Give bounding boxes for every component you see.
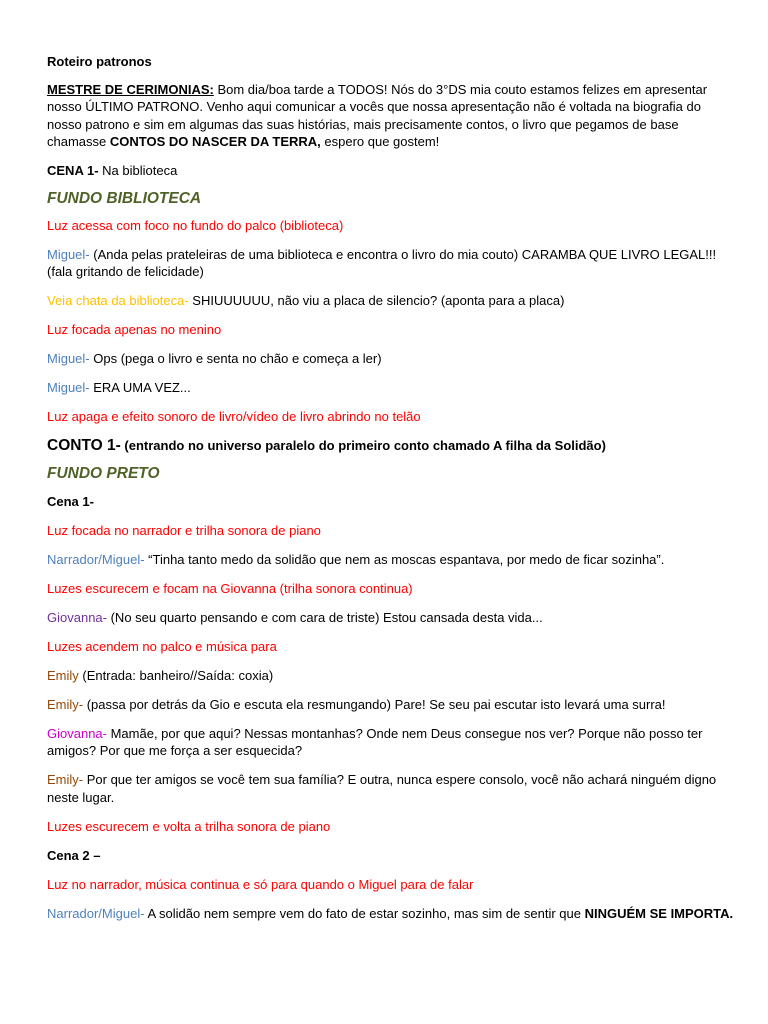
dialogue-text: Mamãe, por que aqui? Nessas montanhas? Onde nem Deus consegue nos ver? Porque não posso ter amigos? Por que me força a ser esquecida? bbox=[47, 725, 703, 758]
conto-subtitle: (entrando no universo paralelo do primeiro conto chamado A filha da Solidão) bbox=[120, 438, 606, 453]
dialogue-line bbox=[47, 350, 737, 368]
dialogue-text: (Entrada: banheiro//Saída: coxia) bbox=[78, 667, 274, 683]
dialogue-text: (Anda pelas prateleiras de uma biblioteca e encontra o livro do mia couto) CARAMBA QUE LIVRO LEGAL!!!(fala gritando de felicidade) bbox=[47, 246, 717, 279]
dialogue-line bbox=[47, 609, 737, 627]
document-title: Roteiro patronos bbox=[47, 54, 152, 69]
dialogue-line bbox=[47, 292, 737, 310]
speaker-giovanna: Giovanna- bbox=[47, 725, 107, 741]
speaker-miguel: Miguel- bbox=[47, 380, 90, 395]
dialogue-line bbox=[47, 905, 737, 923]
scene-1-label: CENA 1- bbox=[47, 163, 99, 178]
dialogue-line bbox=[47, 696, 737, 714]
intro-book-title: CONTOS DO NASCER DA TERRA, bbox=[109, 134, 321, 149]
speaker-miguel: Miguel- bbox=[47, 246, 90, 262]
dialogue-line bbox=[47, 379, 737, 397]
speaker-miguel: Miguel- bbox=[47, 351, 90, 366]
dialogue-line bbox=[47, 246, 737, 281]
stage-direction: Luzes acendem no palco e música para bbox=[47, 638, 277, 654]
speaker-narrador: Narrador/Miguel- bbox=[47, 551, 145, 567]
stage-direction: Luzes escurecem e volta a trilha sonora de piano bbox=[47, 818, 331, 834]
stage-direction: Luzes escurecem e focam na Giovanna (trilha sonora continua) bbox=[47, 580, 413, 596]
stage-direction: Luz acessa com foco no fundo do palco (biblioteca) bbox=[47, 217, 344, 233]
intro-text: Bom dia/boa tarde a TODOS! Nós do 3°DS mia couto estamos felizes em apresentar nosso ÚLTIMO PATRONO. Venho aqui comunicar a vocês que nossa apresentação não é voltada na biografia do nosso patrono e sim em algumas das suas histórias, mais precisamente contos, o livro que pegamos de base chamasse bbox=[47, 81, 708, 149]
intro-paragraph bbox=[47, 81, 737, 151]
dialogue-line bbox=[47, 725, 737, 760]
dialogue-text: (passa por detrás da Gio e escuta ela resmungando) Pare! Se seu pai escutar isto levará uma surra! bbox=[83, 696, 666, 712]
dialogue-text: A solidão nem sempre vem do fato de estar sozinho, mas sim de sentir que bbox=[144, 905, 585, 921]
speaker-emily: Emily- bbox=[47, 772, 84, 787]
stage-direction: Luz focada no narrador e trilha sonora de piano bbox=[47, 522, 321, 538]
dialogue-text: “Tinha tanto medo da solidão que nem as moscas espantava, por medo de ficar sozinha”. bbox=[144, 551, 665, 567]
scene-1-text: Na biblioteca bbox=[98, 163, 178, 178]
dialogue-text: ERA UMA VEZ... bbox=[89, 380, 191, 395]
intro-speaker: MESTRE DE CERIMONIAS: bbox=[47, 81, 214, 97]
dialogue-line bbox=[47, 667, 737, 685]
speaker-veia: Veia chata da biblioteca- bbox=[47, 293, 189, 308]
intro-text-end: espero que gostem! bbox=[320, 134, 440, 149]
cena-1-heading: Cena 1- bbox=[47, 493, 94, 509]
fundo-biblioteca: FUNDO BIBLIOTECA bbox=[47, 189, 202, 207]
speaker-emily: Emily- bbox=[47, 696, 84, 712]
stage-direction: Luz no narrador, música continua e só para quando o Miguel para de falar bbox=[47, 876, 474, 892]
dialogue-text: Ops (pega o livro e senta no chão e começa a ler) bbox=[89, 351, 382, 366]
dialogue-line bbox=[47, 771, 737, 806]
speaker-emily: Emily bbox=[47, 667, 79, 683]
fundo-preto: FUNDO PRETO bbox=[47, 464, 160, 482]
cena-2-heading: Cena 2 – bbox=[47, 847, 101, 863]
stage-direction: Luz apaga e efeito sonoro de livro/vídeo de livro abrindo no telão bbox=[47, 409, 421, 424]
conto-label: CONTO 1- bbox=[47, 437, 121, 454]
stage-direction: Luz focada apenas no menino bbox=[47, 322, 222, 337]
dialogue-text: SHIUUUUUU, não viu a placa de silencio? (aponta para a placa) bbox=[188, 293, 565, 308]
scene-1-heading bbox=[47, 162, 737, 180]
script-document bbox=[47, 53, 737, 934]
speaker-giovanna: Giovanna- bbox=[47, 609, 107, 625]
dialogue-text: Por que ter amigos se você tem sua família? E outra, nunca espere consolo, você não achará ninguém digno neste lugar. bbox=[47, 772, 717, 805]
dialogue-text: (No seu quarto pensando e com cara de triste) Estou cansada desta vida... bbox=[106, 609, 543, 625]
dialogue-line bbox=[47, 551, 737, 569]
speaker-narrador: Narrador/Miguel- bbox=[47, 905, 145, 921]
conto-heading bbox=[47, 437, 737, 455]
dialogue-emphasis: NINGUÉM SE IMPORTA. bbox=[584, 905, 734, 921]
